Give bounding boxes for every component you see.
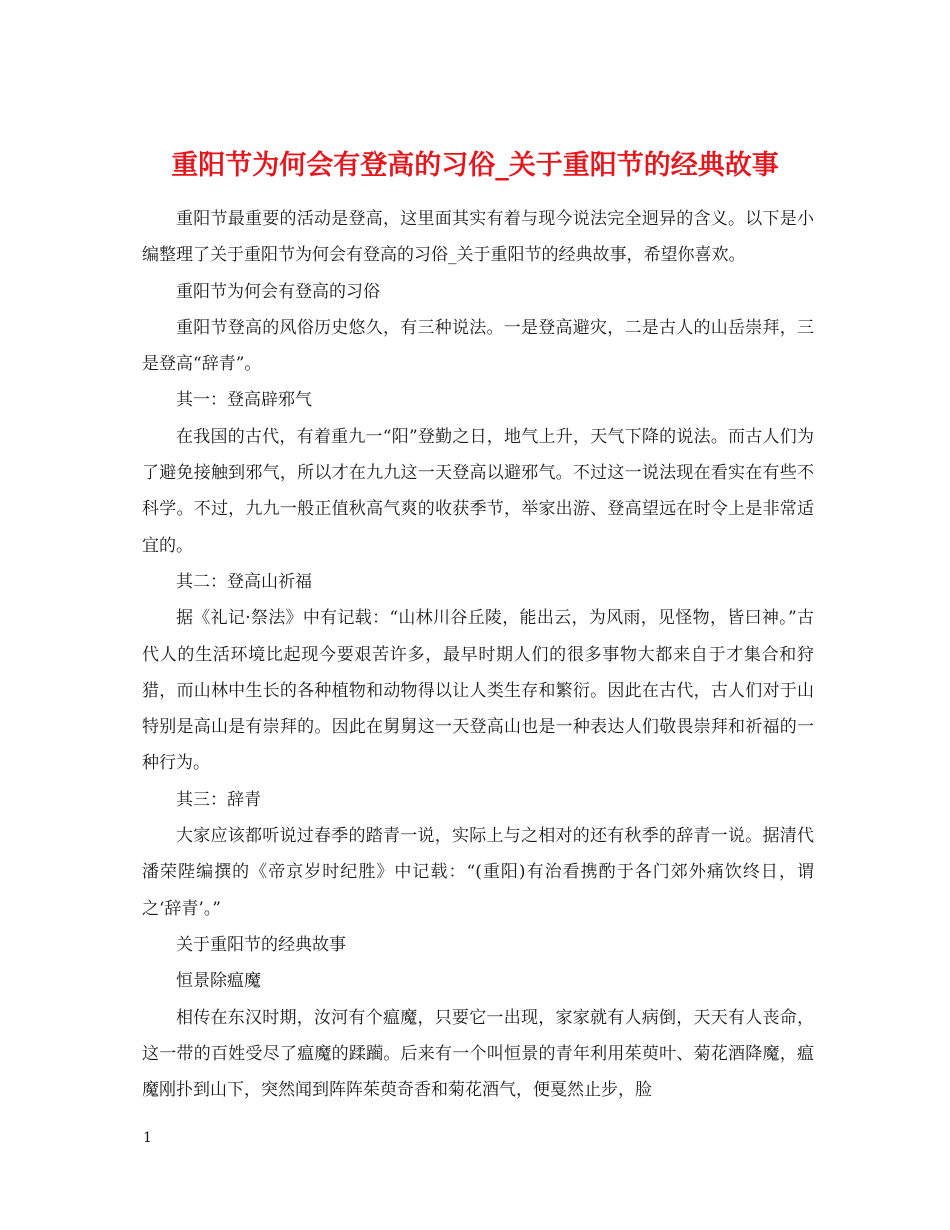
paragraph-theory-two: 据《礼记·祭法》中有记载：“山林川谷丘陵，能出云，为风雨，见怪物，皆曰神。”古代人的生活环境比起现今要艰苦许多，最早时期人们的很多事物大都来自于才集合和狩猎，而山林中生长的各种植物和动物得以让人类生存和繁衍。因此在古代，古人们对于山特别是高山是有崇拜的。因此在舅舅这一天登高山也是一种表达人们敬畏崇拜和祈福的一种行为。 <box>142 608 814 774</box>
heading-story-one: 恒景除瘟魔 <box>176 971 261 992</box>
heading-classic-stories: 关于重阳节的经典故事 <box>176 934 346 955</box>
document-title: 重阳节为何会有登高的习俗_关于重阳节的经典故事 <box>171 150 779 182</box>
heading-theory-three: 其三：辞青 <box>176 789 261 810</box>
paragraph-story-one: 相传在东汉时期，汝河有个瘟魔，只要它一出现，家家就有人病倒，天天有人丧命，这一带的百姓受尽了瘟魔的蹂躏。后来有一个叫恒景的青年利用茱萸叶、菊花酒降魔，瘟魔刚扑到山下，突然闻到阵阵茱萸奇香和菊花酒气，便戛然止步，脸 <box>142 1007 814 1101</box>
paragraph-intro: 重阳节最重要的活动是登高，这里面其实有着与现今说法完全迥异的含义。以下是小编整理了关于重阳节为何会有登高的习俗_关于重阳节的经典故事，希望你喜欢。 <box>142 209 814 266</box>
paragraph-theory-three: 大家应该都听说过春季的踏青一说，实际上与之相对的还有秋季的辞青一说。据清代潘荣陛编撰的《帝京岁时纪胜》中记载：“(重阳)有治看携酌于各门郊外痛饮终日，谓之‘辞青’。” <box>142 826 814 919</box>
paragraph-theory-one: 在我国的古代，有着重九一“阳”登勤之日，地气上升，天气下降的说法。而古人们为了避免接触到邪气，所以才在九九这一天登高以避邪气。不过这一说法现在看实在有些不科学。不过，九九一般正值秋高气爽的收获季节，举家出游、登高望远在时令上是非常适宜的。 <box>142 426 814 556</box>
heading-theory-two: 其二：登高山祈福 <box>176 571 312 592</box>
paragraph-three-theories: 重阳节登高的风俗历史悠久，有三种说法。一是登高避灾，二是古人的山岳崇拜，三是登高“辞青”。 <box>142 317 814 375</box>
heading-theory-one: 其一：登高辟邪气 <box>176 390 312 411</box>
heading-custom-origin: 重阳节为何会有登高的习俗 <box>176 281 380 302</box>
page-number: 1 <box>143 1130 152 1146</box>
document-body <box>142 201 814 1108</box>
